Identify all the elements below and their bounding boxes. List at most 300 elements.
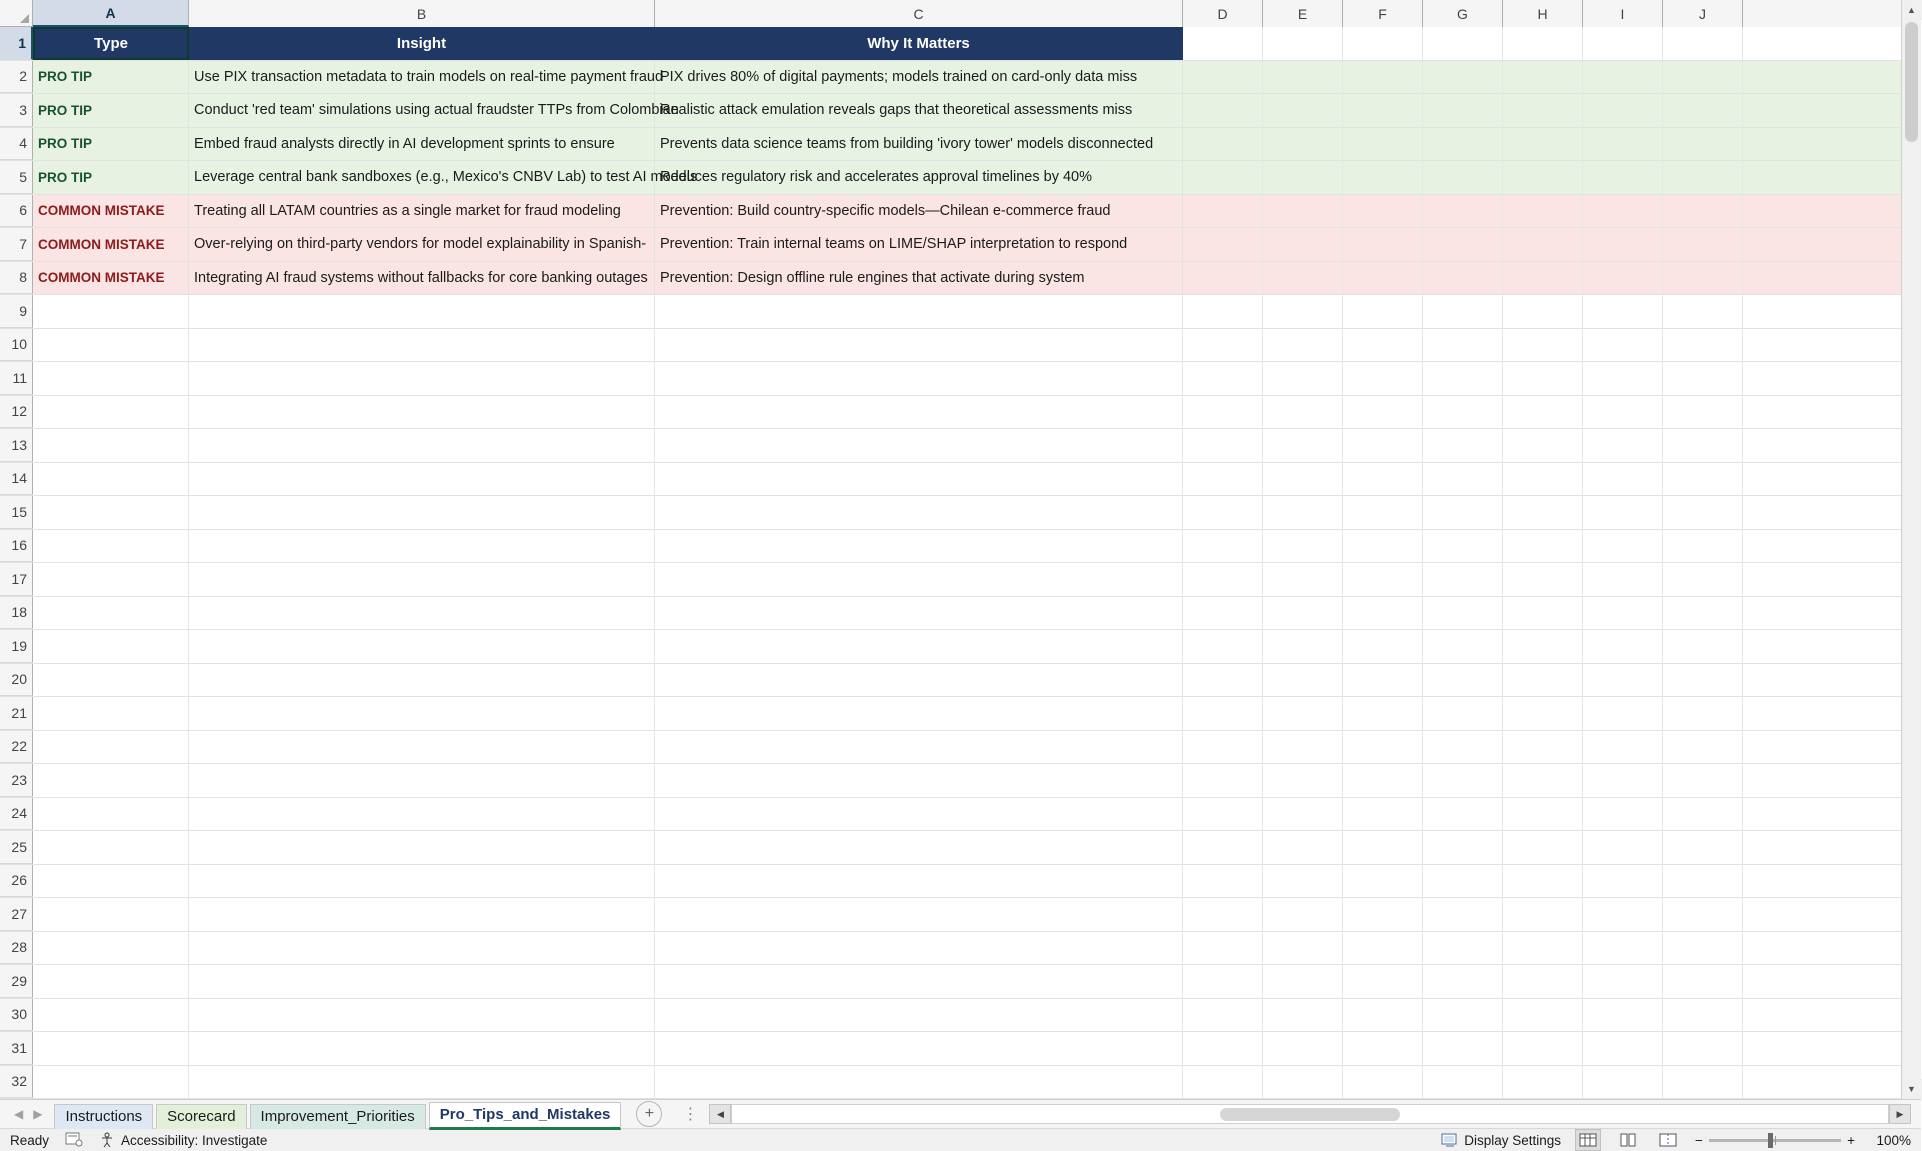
cell-f30[interactable]	[1343, 999, 1423, 1032]
cell-g20[interactable]	[1423, 664, 1503, 697]
row-header-2[interactable]: 2	[0, 61, 33, 94]
table-row[interactable]	[0, 999, 1921, 1033]
cell-g18[interactable]	[1423, 597, 1503, 630]
cell-j30[interactable]	[1663, 999, 1743, 1032]
cell-e19[interactable]	[1263, 630, 1343, 663]
cell-i22[interactable]	[1583, 731, 1663, 764]
cell-c27[interactable]	[655, 898, 1183, 931]
cell-f15[interactable]	[1343, 496, 1423, 529]
cell-b13[interactable]	[189, 429, 655, 462]
cell-h20[interactable]	[1503, 664, 1583, 697]
cell-g25[interactable]	[1423, 831, 1503, 864]
cell-i26[interactable]	[1583, 865, 1663, 898]
cell-j16[interactable]	[1663, 530, 1743, 563]
cell-f11[interactable]	[1343, 362, 1423, 395]
cell-f13[interactable]	[1343, 429, 1423, 462]
cell-overflow-18[interactable]	[1743, 597, 1921, 630]
cell-i7[interactable]	[1583, 228, 1663, 261]
horizontal-scrollbar[interactable]	[709, 1103, 1911, 1125]
cell-c23[interactable]	[655, 764, 1183, 797]
rows-area[interactable]	[0, 27, 1921, 1099]
cell-f3[interactable]	[1343, 94, 1423, 127]
scroll-down-icon[interactable]: ▼	[1902, 1079, 1922, 1099]
cell-a15[interactable]	[33, 496, 189, 529]
cell-d25[interactable]	[1183, 831, 1263, 864]
cell-f25[interactable]	[1343, 831, 1423, 864]
cell-g16[interactable]	[1423, 530, 1503, 563]
column-header-b[interactable]: B	[189, 0, 655, 27]
cell-j29[interactable]	[1663, 965, 1743, 998]
cell-a14[interactable]	[33, 463, 189, 496]
cell-overflow-26[interactable]	[1743, 865, 1921, 898]
cell-j3[interactable]	[1663, 94, 1743, 127]
cell-overflow-23[interactable]	[1743, 764, 1921, 797]
cell-h10[interactable]	[1503, 329, 1583, 362]
zoom-out-button[interactable]: −	[1695, 1132, 1703, 1148]
table-row[interactable]	[0, 965, 1921, 999]
cell-overflow-22[interactable]	[1743, 731, 1921, 764]
table-row[interactable]	[0, 228, 1921, 262]
cell-h11[interactable]	[1503, 362, 1583, 395]
row-header-11[interactable]: 11	[0, 362, 33, 395]
cell-overflow-8[interactable]	[1743, 262, 1921, 295]
cell-j22[interactable]	[1663, 731, 1743, 764]
cell-b9[interactable]	[189, 295, 655, 328]
select-all-corner[interactable]	[0, 0, 33, 26]
cell-overflow-32[interactable]	[1743, 1066, 1921, 1099]
cell-h13[interactable]	[1503, 429, 1583, 462]
cell-c7[interactable]: Prevention: Train internal teams on LIME/SHAP interpretation to respond	[655, 228, 1183, 261]
table-row[interactable]	[0, 161, 1921, 195]
table-row[interactable]	[0, 865, 1921, 899]
cell-a24[interactable]	[33, 798, 189, 831]
cell-b27[interactable]	[189, 898, 655, 931]
cell-b21[interactable]	[189, 697, 655, 730]
cell-c24[interactable]	[655, 798, 1183, 831]
cell-overflow-17[interactable]	[1743, 563, 1921, 596]
cell-a27[interactable]	[33, 898, 189, 931]
cell-f23[interactable]	[1343, 764, 1423, 797]
table-row[interactable]	[0, 764, 1921, 798]
cell-j24[interactable]	[1663, 798, 1743, 831]
cell-e14[interactable]	[1263, 463, 1343, 496]
cell-f10[interactable]	[1343, 329, 1423, 362]
cell-overflow-30[interactable]	[1743, 999, 1921, 1032]
cell-f12[interactable]	[1343, 396, 1423, 429]
normal-view-icon[interactable]	[1575, 1129, 1601, 1151]
cell-d8[interactable]	[1183, 262, 1263, 295]
table-row[interactable]	[0, 731, 1921, 765]
cell-f22[interactable]	[1343, 731, 1423, 764]
cell-b4[interactable]: Embed fraud analysts directly in AI development sprints to ensure	[189, 128, 655, 161]
cell-d17[interactable]	[1183, 563, 1263, 596]
cell-b24[interactable]	[189, 798, 655, 831]
cell-d30[interactable]	[1183, 999, 1263, 1032]
cell-e22[interactable]	[1263, 731, 1343, 764]
table-row[interactable]	[0, 898, 1921, 932]
cell-d26[interactable]	[1183, 865, 1263, 898]
cell-d7[interactable]	[1183, 228, 1263, 261]
cell-g8[interactable]	[1423, 262, 1503, 295]
cell-e15[interactable]	[1263, 496, 1343, 529]
cell-h30[interactable]	[1503, 999, 1583, 1032]
cell-h15[interactable]	[1503, 496, 1583, 529]
table-row[interactable]	[0, 262, 1921, 296]
cell-j14[interactable]	[1663, 463, 1743, 496]
cell-b30[interactable]	[189, 999, 655, 1032]
cell-b3[interactable]: Conduct 'red team' simulations using actual fraudster TTPs from Colombian	[189, 94, 655, 127]
cell-h12[interactable]	[1503, 396, 1583, 429]
row-header-29[interactable]: 29	[0, 965, 33, 998]
cell-g14[interactable]	[1423, 463, 1503, 496]
cell-e5[interactable]	[1263, 161, 1343, 194]
cell-g26[interactable]	[1423, 865, 1503, 898]
sheet-tab-scorecard[interactable]: Scorecard	[156, 1104, 246, 1129]
cell-c11[interactable]	[655, 362, 1183, 395]
cell-a4[interactable]: PRO TIP	[33, 128, 189, 161]
row-header-15[interactable]: 15	[0, 496, 33, 529]
cell-j20[interactable]	[1663, 664, 1743, 697]
cell-e10[interactable]	[1263, 329, 1343, 362]
column-header-f[interactable]: F	[1343, 0, 1423, 27]
cell-d9[interactable]	[1183, 295, 1263, 328]
table-row[interactable]	[0, 496, 1921, 530]
cell-e2[interactable]	[1263, 61, 1343, 94]
cell-b23[interactable]	[189, 764, 655, 797]
cell-d4[interactable]	[1183, 128, 1263, 161]
cell-f16[interactable]	[1343, 530, 1423, 563]
vertical-scrollbar[interactable]	[1901, 0, 1921, 1099]
cell-d5[interactable]	[1183, 161, 1263, 194]
row-header-19[interactable]: 19	[0, 630, 33, 663]
cell-a31[interactable]	[33, 1032, 189, 1065]
cell-d29[interactable]	[1183, 965, 1263, 998]
cell-e21[interactable]	[1263, 697, 1343, 730]
cell-overflow-6[interactable]	[1743, 195, 1921, 228]
cell-b22[interactable]	[189, 731, 655, 764]
table-row[interactable]	[0, 295, 1921, 329]
cell-i19[interactable]	[1583, 630, 1663, 663]
cell-overflow-27[interactable]	[1743, 898, 1921, 931]
cell-d3[interactable]	[1183, 94, 1263, 127]
cell-e31[interactable]	[1263, 1032, 1343, 1065]
cell-a8[interactable]: COMMON MISTAKE	[33, 262, 189, 295]
cell-j25[interactable]	[1663, 831, 1743, 864]
cell-j28[interactable]	[1663, 932, 1743, 965]
cell-f6[interactable]	[1343, 195, 1423, 228]
cell-i27[interactable]	[1583, 898, 1663, 931]
cell-overflow-24[interactable]	[1743, 798, 1921, 831]
cell-b7[interactable]: Over-relying on third-party vendors for model explainability in Spanish-	[189, 228, 655, 261]
cell-c1[interactable]: Why It Matters	[655, 27, 1183, 60]
sheet-tab-bar[interactable]	[0, 1099, 1921, 1128]
cell-a3[interactable]: PRO TIP	[33, 94, 189, 127]
cell-j12[interactable]	[1663, 396, 1743, 429]
cell-c25[interactable]	[655, 831, 1183, 864]
cell-overflow-4[interactable]	[1743, 128, 1921, 161]
cell-f4[interactable]	[1343, 128, 1423, 161]
cell-b6[interactable]: Treating all LATAM countries as a single market for fraud modeling	[189, 195, 655, 228]
row-header-8[interactable]: 8	[0, 262, 33, 295]
cell-e25[interactable]	[1263, 831, 1343, 864]
cell-h2[interactable]	[1503, 61, 1583, 94]
cell-f14[interactable]	[1343, 463, 1423, 496]
cell-d6[interactable]	[1183, 195, 1263, 228]
cell-d23[interactable]	[1183, 764, 1263, 797]
cell-g17[interactable]	[1423, 563, 1503, 596]
row-header-20[interactable]: 20	[0, 664, 33, 697]
cell-i8[interactable]	[1583, 262, 1663, 295]
cell-c31[interactable]	[655, 1032, 1183, 1065]
table-row[interactable]	[0, 1066, 1921, 1100]
cell-i3[interactable]	[1583, 94, 1663, 127]
cell-g5[interactable]	[1423, 161, 1503, 194]
cell-overflow-1[interactable]	[1743, 27, 1921, 60]
cell-h7[interactable]	[1503, 228, 1583, 261]
cell-d16[interactable]	[1183, 530, 1263, 563]
display-settings-button[interactable]	[1441, 1133, 1561, 1148]
column-header-h[interactable]: H	[1503, 0, 1583, 27]
row-header-22[interactable]: 22	[0, 731, 33, 764]
cell-h3[interactable]	[1503, 94, 1583, 127]
cell-g32[interactable]	[1423, 1066, 1503, 1099]
cell-b18[interactable]	[189, 597, 655, 630]
cell-a6[interactable]: COMMON MISTAKE	[33, 195, 189, 228]
cell-d19[interactable]	[1183, 630, 1263, 663]
sheet-tab-instructions[interactable]: Instructions	[54, 1104, 153, 1129]
sheet-nav-prev-icon[interactable]: ◀	[14, 1107, 24, 1121]
cell-e29[interactable]	[1263, 965, 1343, 998]
cell-c3[interactable]: Realistic attack emulation reveals gaps that theoretical assessments miss	[655, 94, 1183, 127]
cell-j11[interactable]	[1663, 362, 1743, 395]
cell-h9[interactable]	[1503, 295, 1583, 328]
cell-d20[interactable]	[1183, 664, 1263, 697]
cell-i24[interactable]	[1583, 798, 1663, 831]
cell-i4[interactable]	[1583, 128, 1663, 161]
cell-h5[interactable]	[1503, 161, 1583, 194]
cell-overflow-3[interactable]	[1743, 94, 1921, 127]
sheet-nav-buttons[interactable]	[8, 1107, 54, 1121]
cell-d11[interactable]	[1183, 362, 1263, 395]
sheet-overflow-icon[interactable]: ⋮	[682, 1106, 700, 1123]
cell-b32[interactable]	[189, 1066, 655, 1099]
cell-j1[interactable]	[1663, 27, 1743, 60]
column-header-d[interactable]: D	[1183, 0, 1263, 27]
cell-c19[interactable]	[655, 630, 1183, 663]
cell-f5[interactable]	[1343, 161, 1423, 194]
sheet-tab-pro-tips-and-mistakes[interactable]: Pro_Tips_and_Mistakes	[429, 1102, 622, 1130]
cell-b12[interactable]	[189, 396, 655, 429]
row-header-24[interactable]: 24	[0, 798, 33, 831]
column-header-row[interactable]	[0, 0, 1921, 27]
cell-h26[interactable]	[1503, 865, 1583, 898]
cell-a16[interactable]	[33, 530, 189, 563]
cell-h16[interactable]	[1503, 530, 1583, 563]
cell-a22[interactable]	[33, 731, 189, 764]
cell-a9[interactable]	[33, 295, 189, 328]
cell-j17[interactable]	[1663, 563, 1743, 596]
cell-e20[interactable]	[1263, 664, 1343, 697]
cell-g6[interactable]	[1423, 195, 1503, 228]
cell-d1[interactable]	[1183, 27, 1263, 60]
cell-d10[interactable]	[1183, 329, 1263, 362]
cell-d14[interactable]	[1183, 463, 1263, 496]
cell-h21[interactable]	[1503, 697, 1583, 730]
table-row[interactable]	[0, 27, 1921, 61]
cell-e13[interactable]	[1263, 429, 1343, 462]
cell-e1[interactable]	[1263, 27, 1343, 60]
row-header-30[interactable]: 30	[0, 999, 33, 1032]
cell-d27[interactable]	[1183, 898, 1263, 931]
cell-c10[interactable]	[655, 329, 1183, 362]
cell-i13[interactable]	[1583, 429, 1663, 462]
cell-c17[interactable]	[655, 563, 1183, 596]
row-header-16[interactable]: 16	[0, 530, 33, 563]
cell-i10[interactable]	[1583, 329, 1663, 362]
cell-j31[interactable]	[1663, 1032, 1743, 1065]
table-row[interactable]	[0, 798, 1921, 832]
cell-e28[interactable]	[1263, 932, 1343, 965]
cell-j6[interactable]	[1663, 195, 1743, 228]
cell-a29[interactable]	[33, 965, 189, 998]
table-row[interactable]	[0, 932, 1921, 966]
cell-f20[interactable]	[1343, 664, 1423, 697]
cell-h24[interactable]	[1503, 798, 1583, 831]
cell-e30[interactable]	[1263, 999, 1343, 1032]
hscroll-right-icon[interactable]: ▶	[1889, 1104, 1911, 1124]
table-row[interactable]	[0, 597, 1921, 631]
cell-i23[interactable]	[1583, 764, 1663, 797]
cell-j13[interactable]	[1663, 429, 1743, 462]
cell-overflow-21[interactable]	[1743, 697, 1921, 730]
cell-a30[interactable]	[33, 999, 189, 1032]
table-row[interactable]	[0, 128, 1921, 162]
cell-overflow-15[interactable]	[1743, 496, 1921, 529]
cell-i1[interactable]	[1583, 27, 1663, 60]
cell-b31[interactable]	[189, 1032, 655, 1065]
table-row[interactable]	[0, 563, 1921, 597]
table-row[interactable]	[0, 697, 1921, 731]
cell-e32[interactable]	[1263, 1066, 1343, 1099]
page-break-view-icon[interactable]	[1655, 1129, 1681, 1151]
cell-h25[interactable]	[1503, 831, 1583, 864]
cell-b1[interactable]: Insight	[189, 27, 655, 60]
cell-a19[interactable]	[33, 630, 189, 663]
cell-i16[interactable]	[1583, 530, 1663, 563]
cell-h23[interactable]	[1503, 764, 1583, 797]
cell-d21[interactable]	[1183, 697, 1263, 730]
add-sheet-icon[interactable]: +	[636, 1101, 662, 1127]
cell-d31[interactable]	[1183, 1032, 1263, 1065]
scroll-up-icon[interactable]: ▲	[1902, 0, 1922, 20]
cell-g12[interactable]	[1423, 396, 1503, 429]
cell-a2[interactable]: PRO TIP	[33, 61, 189, 94]
cell-e23[interactable]	[1263, 764, 1343, 797]
cell-h19[interactable]	[1503, 630, 1583, 663]
cell-i2[interactable]	[1583, 61, 1663, 94]
cell-c18[interactable]	[655, 597, 1183, 630]
cell-g31[interactable]	[1423, 1032, 1503, 1065]
cell-c8[interactable]: Prevention: Design offline rule engines that activate during system	[655, 262, 1183, 295]
zoom-track[interactable]	[1709, 1139, 1841, 1142]
cell-i12[interactable]	[1583, 396, 1663, 429]
cell-j4[interactable]	[1663, 128, 1743, 161]
accessibility-status[interactable]	[99, 1132, 267, 1148]
cell-i11[interactable]	[1583, 362, 1663, 395]
cell-j19[interactable]	[1663, 630, 1743, 663]
row-header-9[interactable]: 9	[0, 295, 33, 328]
row-header-25[interactable]: 25	[0, 831, 33, 864]
row-header-31[interactable]: 31	[0, 1032, 33, 1065]
cell-c13[interactable]	[655, 429, 1183, 462]
cell-f21[interactable]	[1343, 697, 1423, 730]
row-header-23[interactable]: 23	[0, 764, 33, 797]
cell-e16[interactable]	[1263, 530, 1343, 563]
cell-f27[interactable]	[1343, 898, 1423, 931]
cell-c28[interactable]	[655, 932, 1183, 965]
cell-c16[interactable]	[655, 530, 1183, 563]
table-row[interactable]	[0, 463, 1921, 497]
cell-i32[interactable]	[1583, 1066, 1663, 1099]
cell-a21[interactable]	[33, 697, 189, 730]
column-header-i[interactable]: I	[1583, 0, 1663, 27]
cell-f29[interactable]	[1343, 965, 1423, 998]
cell-g13[interactable]	[1423, 429, 1503, 462]
cell-i25[interactable]	[1583, 831, 1663, 864]
cell-f8[interactable]	[1343, 262, 1423, 295]
cell-overflow-14[interactable]	[1743, 463, 1921, 496]
cell-d2[interactable]	[1183, 61, 1263, 94]
cell-i21[interactable]	[1583, 697, 1663, 730]
cell-d15[interactable]	[1183, 496, 1263, 529]
table-row[interactable]	[0, 362, 1921, 396]
cell-overflow-9[interactable]	[1743, 295, 1921, 328]
cell-overflow-29[interactable]	[1743, 965, 1921, 998]
cell-c9[interactable]	[655, 295, 1183, 328]
cell-i20[interactable]	[1583, 664, 1663, 697]
row-header-13[interactable]: 13	[0, 429, 33, 462]
cell-d28[interactable]	[1183, 932, 1263, 965]
cell-g22[interactable]	[1423, 731, 1503, 764]
cell-overflow-5[interactable]	[1743, 161, 1921, 194]
cell-overflow-12[interactable]	[1743, 396, 1921, 429]
column-header-c[interactable]: C	[655, 0, 1183, 27]
cell-overflow-13[interactable]	[1743, 429, 1921, 462]
cell-overflow-28[interactable]	[1743, 932, 1921, 965]
cell-g1[interactable]	[1423, 27, 1503, 60]
hscroll-left-icon[interactable]: ◀	[709, 1104, 731, 1124]
cell-e27[interactable]	[1263, 898, 1343, 931]
table-row[interactable]	[0, 664, 1921, 698]
sheet-nav-next-icon[interactable]: ▶	[33, 1107, 43, 1121]
row-header-1[interactable]: 1	[0, 27, 33, 60]
cell-f1[interactable]	[1343, 27, 1423, 60]
cell-a18[interactable]	[33, 597, 189, 630]
row-header-28[interactable]: 28	[0, 932, 33, 965]
cell-h14[interactable]	[1503, 463, 1583, 496]
cell-e26[interactable]	[1263, 865, 1343, 898]
cell-f24[interactable]	[1343, 798, 1423, 831]
hscroll-track[interactable]	[731, 1104, 1889, 1124]
cell-a26[interactable]	[33, 865, 189, 898]
cell-j15[interactable]	[1663, 496, 1743, 529]
cell-b2[interactable]: Use PIX transaction metadata to train models on real-time payment fraud	[189, 61, 655, 94]
column-header-a[interactable]: A	[33, 0, 189, 27]
cell-f26[interactable]	[1343, 865, 1423, 898]
cell-j10[interactable]	[1663, 329, 1743, 362]
cell-f18[interactable]	[1343, 597, 1423, 630]
cell-h1[interactable]	[1503, 27, 1583, 60]
